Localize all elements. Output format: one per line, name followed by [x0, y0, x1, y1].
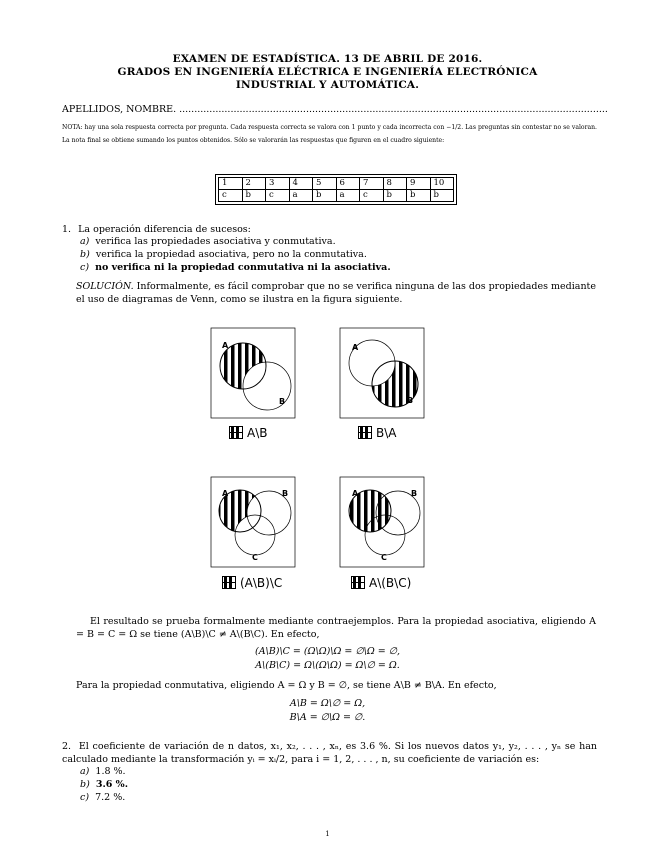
answer-letter: b [313, 190, 337, 202]
answer-letter: b [430, 190, 454, 202]
answer-letter: b [242, 190, 266, 202]
answer-number: 5 [313, 178, 337, 190]
question-number: 1. [62, 224, 72, 235]
answer-letter: b [407, 190, 431, 202]
option-text-correct: 3.6 %. [95, 779, 128, 790]
venn-label-a: A [222, 489, 229, 498]
caption-text: A\B [247, 426, 268, 440]
option-letter: b) [80, 249, 90, 260]
option-letter: a) [80, 766, 90, 777]
question-stem: El coeficiente de variación de n datos, x₁, x₂, . . . , xₙ, es 3.6 %. Si los nuevos datos y₁, y₂, . . . , yₙ se han calculado mediante la transformación yᵢ = xᵢ/2, para i = 1, 2, . . . , n, su coeficiente de variación es: [62, 741, 597, 765]
option-text: verifica las propiedades asociativa y conmutativa. [95, 236, 336, 247]
venn-label-b: B [282, 489, 289, 498]
exam-title-line1: EXAMEN DE ESTADÍSTICA. 13 DE ABRIL DE 2016. [172, 53, 483, 65]
solution-label: SOLUCIÓN. [76, 281, 134, 292]
answers-letters-row [219, 190, 454, 202]
answer-number: 3 [266, 178, 290, 190]
option-text: 7.2 %. [95, 792, 126, 803]
answer-letter: a [289, 190, 313, 202]
venn-diagram-a-minus-b-minus-c-grouped [340, 477, 424, 567]
venn-diagram-b-minus-a [340, 328, 424, 418]
venn-caption-1 [229, 426, 267, 440]
question-2 [62, 741, 597, 766]
caption-text: A\(B\C) [369, 576, 412, 590]
venn-caption-2 [358, 426, 396, 440]
answer-letter: c [360, 190, 384, 202]
equation-4: B\A = ∅\Ω = ∅. [289, 712, 366, 723]
venn-label-b: B [407, 396, 414, 405]
striped-box-icon [351, 576, 365, 589]
equation-1: (A\B)\C = (Ω\Ω)\Ω = ∅\Ω = ∅, [254, 646, 400, 657]
answer-number: 8 [383, 178, 407, 190]
answer-letter: c [266, 190, 290, 202]
question-stem: La operación diferencia de sucesos: [78, 224, 251, 235]
option-letter: c) [80, 262, 90, 273]
question-1 [62, 224, 251, 237]
answer-number: 4 [289, 178, 313, 190]
venn-label-a: A [222, 341, 229, 350]
exam-title-line3: INDUSTRIAL Y AUTOMÁTICA. [235, 79, 420, 91]
option-letter: a) [80, 236, 90, 247]
venn-label-b: B [411, 489, 418, 498]
solution-text: Informalmente, es fácil comprobar que no se verifica ninguna de las dos propiedades mediante el uso de diagramas de Venn, como se ilustra en la figura siguiente. [76, 281, 596, 305]
venn-label-a: A [352, 343, 359, 352]
name-field: APELLIDOS, NOMBRE. .............................................................................................................................................. [62, 104, 608, 115]
caption-text: B\A [376, 426, 397, 440]
answer-number: 2 [242, 178, 266, 190]
exam-title-line2: GRADOS EN INGENIERÍA ELÉCTRICA E INGENIERÍA ELECTRÓNICA [117, 66, 538, 78]
venn-label-a: A [352, 489, 359, 498]
option-letter: b) [80, 779, 90, 790]
venn-label-c: C [381, 553, 387, 562]
option-a [80, 236, 336, 249]
option-b [80, 779, 128, 792]
answer-number: 7 [360, 178, 384, 190]
option-text-correct: no verifica ni la propiedad conmutativa ni la asociativa. [95, 262, 391, 273]
answers-numbers-row [219, 178, 454, 190]
answer-letter: c [219, 190, 243, 202]
answer-number: 10 [430, 178, 454, 190]
exam-note: NOTA: hay una sola respuesta correcta por pregunta. Cada respuesta correcta se valora con 1 punto y cada incorrecta con −1/2. Las preguntas sin contestar no se valoran. La nota final se obtiene sumando los puntos obtenidos. Sólo se valorarán las respuestas que figuren en el cuadro siguiente: [62, 124, 597, 144]
striped-box-icon [222, 576, 236, 589]
proof-intro: El resultado se prueba formalmente mediante contraejemplos. Para la propiedad asociativa, eligiendo A = B = C = Ω se tiene (A\B)\C ≠ A\(B\C). En efecto, [76, 616, 596, 640]
venn-caption-4 [351, 576, 411, 590]
option-c [80, 792, 125, 805]
solution-paragraph [76, 281, 596, 306]
answer-letter: a [336, 190, 360, 202]
option-text: verifica la propiedad asociativa, pero no la conmutativa. [95, 249, 367, 260]
striped-box-icon [229, 426, 243, 439]
venn-caption-3 [222, 576, 282, 590]
option-a [80, 766, 126, 779]
equation-2: A\(B\C) = Ω\(Ω\Ω) = Ω\∅ = Ω. [255, 660, 400, 671]
answers-table [218, 177, 454, 202]
option-text: 1.8 %. [95, 766, 126, 777]
page-number: 1 [325, 830, 330, 838]
caption-text: (A\B)\C [240, 576, 283, 590]
venn-diagrams-figure [0, 320, 655, 600]
venn-diagram-a-minus-b [211, 328, 295, 418]
answer-letter: b [383, 190, 407, 202]
equation-3: A\B = Ω\∅ = Ω, [289, 698, 366, 709]
answer-number: 1 [219, 178, 243, 190]
striped-box-icon [358, 426, 372, 439]
venn-diagram-a-minus-b-minus-c [211, 477, 295, 567]
commutative-intro: Para la propiedad conmutativa, eligiendo A = Ω y B = ∅, se tiene A\B ≠ B\A. En efecto, [76, 680, 497, 691]
option-letter: c) [80, 792, 90, 803]
venn-label-c: C [252, 553, 258, 562]
answer-number: 6 [336, 178, 360, 190]
venn-label-b: B [279, 397, 286, 406]
option-b [80, 249, 367, 262]
question-number: 2. [62, 741, 72, 752]
answer-number: 9 [407, 178, 431, 190]
option-c [80, 262, 391, 275]
